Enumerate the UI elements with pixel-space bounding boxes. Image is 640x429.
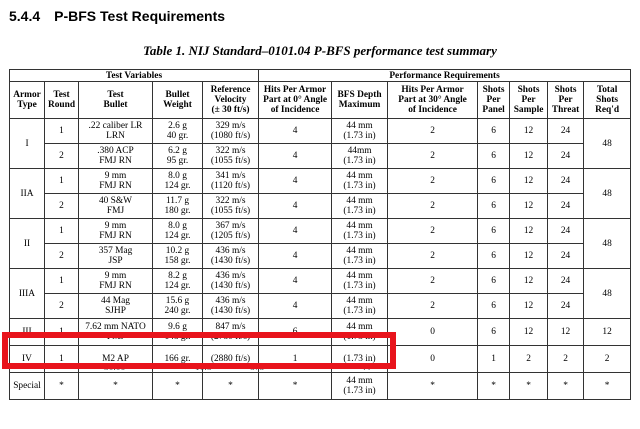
column-header-bfs-depth <box>332 82 388 119</box>
cell-line: Req'd <box>595 105 620 115</box>
bullet-weight-cell <box>153 244 203 269</box>
shots-per-panel-cell: 6 <box>478 219 510 244</box>
shots-per-panel-cell: 6 <box>478 269 510 294</box>
cell-line: Part at 0° Angle <box>263 95 327 105</box>
performance-requirements-header: Performance Requirements <box>259 70 631 82</box>
test-bullet-cell <box>79 373 153 400</box>
reference-velocity-cell <box>203 144 259 169</box>
cell-line: 2.6 g <box>168 121 187 131</box>
hits-30-cell: 2 <box>388 144 478 169</box>
cell-line: 322 m/s <box>215 196 246 206</box>
bfs-depth-cell <box>332 219 388 244</box>
test-round-cell: 1 <box>45 169 79 194</box>
hits-30-cell: 2 <box>388 169 478 194</box>
test-bullet-cell <box>79 144 153 169</box>
test-bullet-cell <box>79 269 153 294</box>
cell-line: 40 S&W <box>98 196 133 206</box>
shots-per-sample-cell: 12 <box>510 194 548 219</box>
cell-line: (1.73 in) <box>343 156 376 166</box>
test-round-cell: 1 <box>45 119 79 144</box>
bullet-weight-cell <box>153 169 203 194</box>
cell-line: Weight <box>163 100 192 110</box>
cell-line: 40 gr. <box>166 131 189 141</box>
column-header-armor-type <box>10 82 45 119</box>
test-round-cell: 1 <box>45 346 79 373</box>
column-header-test-round <box>45 82 79 119</box>
cell-line: 44 mm <box>346 221 373 231</box>
iv-velocity-partial: 878 <box>250 363 265 373</box>
cell-line: Per <box>558 95 573 105</box>
cell-line: Test <box>107 90 124 100</box>
hits-30-cell: 2 <box>388 269 478 294</box>
cell-line: 322 m/s <box>215 146 246 156</box>
cell-line: Type <box>17 100 37 110</box>
cell-line: LRN <box>106 131 125 141</box>
armor-type-cell: IV <box>10 346 45 373</box>
shots-per-threat-cell: * <box>548 373 584 400</box>
cell-line: .380 ACP <box>97 146 134 156</box>
cell-line: 44 mm <box>346 121 373 131</box>
hits-30-cell: 2 <box>388 244 478 269</box>
test-round-cell: * <box>45 373 79 400</box>
shots-per-sample-cell: 12 <box>510 294 548 319</box>
table-row <box>10 373 631 400</box>
table-body <box>10 119 631 400</box>
cell-line: (1.73 in) <box>343 206 376 216</box>
cell-line: 124 gr. <box>164 281 191 291</box>
cell-line: Shots <box>517 85 540 95</box>
bullet-weight-cell <box>153 319 203 346</box>
cell-line: JSP <box>108 256 123 266</box>
armor-type-cell: III <box>10 319 45 346</box>
cell-line: 158 gr. <box>164 256 191 266</box>
reference-velocity-cell <box>203 319 259 346</box>
cell-line: (1.73 in) <box>343 281 376 291</box>
bfs-depth-cell <box>332 119 388 144</box>
hits-0-cell: 1 <box>259 346 332 373</box>
shots-per-sample-cell: 12 <box>510 219 548 244</box>
bfs-depth-cell <box>332 269 388 294</box>
bfs-depth-cell <box>332 346 388 373</box>
column-header-test-bullet <box>79 82 153 119</box>
hits-0-cell: 4 <box>259 144 332 169</box>
test-bullet-cell <box>79 169 153 194</box>
reference-velocity-cell <box>203 169 259 194</box>
shots-per-threat-cell: 24 <box>548 194 584 219</box>
test-bullet-cell <box>79 319 153 346</box>
shots-per-threat-cell: 24 <box>548 244 584 269</box>
cell-line: (1.73 in) <box>343 231 376 241</box>
hits-0-cell: 4 <box>259 219 332 244</box>
cell-line: Threat <box>551 105 580 115</box>
hits-0-cell: * <box>259 373 332 400</box>
bullet-weight-cell <box>153 219 203 244</box>
performance-test-table <box>9 69 631 400</box>
shots-per-panel-cell: * <box>478 373 510 400</box>
test-bullet-cell <box>79 244 153 269</box>
cell-line: (1205 ft/s) <box>210 231 251 241</box>
shots-per-threat-cell: 24 <box>548 144 584 169</box>
shots-per-panel-cell: 6 <box>478 169 510 194</box>
section-number: 5.4.4 <box>9 8 41 24</box>
bullet-weight-cell <box>153 194 203 219</box>
table-row <box>10 169 631 194</box>
shots-per-sample-cell: * <box>510 373 548 400</box>
bfs-depth-cell <box>332 194 388 219</box>
cell-line: 15.6 g <box>165 296 190 306</box>
cell-line: FMJ RN <box>99 181 132 191</box>
cell-line: Panel <box>482 105 505 115</box>
cell-line: (1.73 in) <box>343 332 376 342</box>
bfs-depth-cell <box>332 169 388 194</box>
cell-line: 44 mm <box>346 246 373 256</box>
cell-line: 44 mm <box>346 171 373 181</box>
group-header-row <box>10 70 631 82</box>
cell-line: 44 mm <box>346 271 373 281</box>
cell-line: of Incidence <box>408 105 457 115</box>
cell-line: 9 mm <box>104 271 127 281</box>
cell-line: 436 m/s <box>215 271 246 281</box>
test-round-cell: 2 <box>45 294 79 319</box>
cell-line: Hits Per Armor <box>401 85 464 95</box>
cell-line: (1.73 in) <box>343 131 376 141</box>
column-header-total-shots <box>584 82 631 119</box>
column-header-bullet-weight <box>153 82 203 119</box>
test-round-cell: 2 <box>45 194 79 219</box>
total-shots-cell: 48 <box>584 169 631 219</box>
table-caption: Table 1. NIJ Standard–0101.04 P-BFS performance test summary <box>143 43 497 58</box>
armor-type-cell: II <box>10 219 45 269</box>
cell-line: * <box>175 381 180 391</box>
cell-line: 124 gr. <box>164 231 191 241</box>
cell-line: 8.2 g <box>168 271 187 281</box>
bfs-depth-cell <box>332 373 388 400</box>
bullet-weight-cell <box>153 144 203 169</box>
cell-line: 9 mm <box>104 221 127 231</box>
cell-line: Test <box>53 90 70 100</box>
cell-line: (1120 ft/s) <box>211 181 251 191</box>
cell-line: (1055 ft/s) <box>210 156 251 166</box>
cell-line: .22 caliber LR <box>88 121 143 131</box>
test-variables-header: Test Variables <box>10 70 259 82</box>
cell-line: (1.73 in) <box>343 306 376 316</box>
cell-line: of Incidence <box>270 105 320 115</box>
table-row <box>10 346 631 373</box>
bullet-weight-cell <box>153 119 203 144</box>
cell-line: Reference <box>210 85 251 95</box>
test-bullet-cell <box>79 219 153 244</box>
table-row <box>10 319 631 346</box>
total-shots-cell: 48 <box>584 219 631 269</box>
cell-line: (1430 ft/s) <box>210 306 251 316</box>
cell-line: 95 gr. <box>166 156 189 166</box>
hits-30-cell: 2 <box>388 119 478 144</box>
cell-line: 7.62 mm NATO <box>85 322 146 332</box>
shots-per-sample-cell: 12 <box>510 244 548 269</box>
total-shots-cell: 2 <box>584 346 631 373</box>
cell-line: 436 m/s <box>215 296 246 306</box>
cell-line: 44 mm <box>346 196 373 206</box>
cell-line: Hits Per Armor <box>263 85 327 95</box>
column-header-shots-per-sample <box>510 82 548 119</box>
table-row <box>10 119 631 144</box>
cell-line: 10.2 g <box>165 246 190 256</box>
bfs-depth-cell <box>332 244 388 269</box>
section-title: P-BFS Test Requirements <box>54 8 226 24</box>
cell-line: Total <box>596 85 618 95</box>
cell-line: Velocity <box>214 95 247 105</box>
cell-line: (1.73 in) <box>343 354 376 364</box>
column-header-shots-per-threat <box>548 82 584 119</box>
cell-line: Shots <box>482 85 505 95</box>
cell-line: 124 gr. <box>164 181 191 191</box>
reference-velocity-cell <box>203 269 259 294</box>
shots-per-sample-cell: 12 <box>510 319 548 346</box>
hits-0-cell: 4 <box>259 119 332 144</box>
armor-type-cell: IIA <box>10 169 45 219</box>
bfs-depth-cell <box>332 294 388 319</box>
shots-per-sample-cell: 12 <box>510 144 548 169</box>
total-shots-cell: * <box>584 373 631 400</box>
cell-line: 436 m/s <box>215 246 246 256</box>
bullet-weight-cell <box>153 294 203 319</box>
hits-30-cell: 2 <box>388 194 478 219</box>
cell-line: Sample <box>513 105 544 115</box>
cell-line: Maximum <box>338 100 381 110</box>
cell-line: (1055 ft/s) <box>210 206 251 216</box>
hits-30-cell: 2 <box>388 294 478 319</box>
cell-line: (2880 ft/s) <box>210 354 251 364</box>
shots-per-sample-cell: 2 <box>510 346 548 373</box>
shots-per-panel-cell: 6 <box>478 294 510 319</box>
total-shots-cell: 48 <box>584 269 631 319</box>
reference-velocity-cell <box>203 194 259 219</box>
cell-line: (2780 ft/s) <box>210 332 251 342</box>
cell-line: 847 m/s <box>215 322 246 332</box>
column-header-shots-per-panel <box>478 82 510 119</box>
cell-line: Per <box>521 95 536 105</box>
table-row <box>10 294 631 319</box>
cell-line: FMJ RN <box>99 156 132 166</box>
cell-line: (1.73 in) <box>343 181 376 191</box>
cell-line: 11.7 g <box>165 196 190 206</box>
cell-line: 367 m/s <box>215 221 246 231</box>
cell-line: Per <box>486 95 501 105</box>
armor-type-cell: I <box>10 119 45 169</box>
hits-0-cell: 4 <box>259 269 332 294</box>
cell-line: (1430 ft/s) <box>210 256 251 266</box>
table-row <box>10 219 631 244</box>
column-header-hits-30-angle <box>388 82 478 119</box>
cell-line: Armor <box>13 90 41 100</box>
total-shots-cell: 48 <box>584 119 631 169</box>
shots-per-threat-cell: 12 <box>548 319 584 346</box>
shots-per-panel-cell: 6 <box>478 144 510 169</box>
reference-velocity-cell <box>203 373 259 400</box>
cell-line: 341 m/s <box>215 171 246 181</box>
reference-velocity-cell <box>203 294 259 319</box>
test-bullet-cell <box>79 119 153 144</box>
cell-line: 166 gr. <box>164 354 191 364</box>
shots-per-threat-cell: 24 <box>548 269 584 294</box>
iv-bfs-partial: 44 <box>361 363 371 373</box>
cell-line: 180 gr. <box>164 206 191 216</box>
cell-line: Bullet <box>103 100 128 110</box>
hits-0-cell: 4 <box>259 169 332 194</box>
cell-line: (1.73 in) <box>343 256 376 266</box>
cell-line: 9.6 g <box>168 322 187 332</box>
reference-velocity-cell <box>203 244 259 269</box>
cell-line: 44 mm <box>346 296 373 306</box>
cell-line: Shots <box>596 95 619 105</box>
cell-line: FMJ <box>106 206 125 216</box>
column-header-hits-0-angle <box>259 82 332 119</box>
iv-bullet-partial: 30.06 <box>104 363 126 373</box>
shots-per-threat-cell: 24 <box>548 119 584 144</box>
cell-line: (± 30 ft/s) <box>211 105 250 115</box>
bullet-weight-cell <box>153 373 203 400</box>
cell-line: (1080 ft/s) <box>210 131 251 141</box>
hits-30-cell: 0 <box>388 319 478 346</box>
reference-velocity-cell <box>203 119 259 144</box>
hits-0-cell: 6 <box>259 319 332 346</box>
cell-line: * <box>113 381 118 391</box>
table-row <box>10 269 631 294</box>
cell-line: Part at 30° Angle <box>398 95 467 105</box>
hits-0-cell: 4 <box>259 244 332 269</box>
hits-30-cell: 2 <box>388 219 478 244</box>
test-round-cell: 1 <box>45 319 79 346</box>
hits-30-cell: 0 <box>388 346 478 373</box>
cell-line: Round <box>47 100 76 110</box>
cell-line: M2 AP <box>102 354 129 364</box>
test-round-cell: 2 <box>45 244 79 269</box>
cell-line: FMJ RN <box>99 231 132 241</box>
table-row <box>10 144 631 169</box>
shots-per-panel-cell: 6 <box>478 119 510 144</box>
test-bullet-cell <box>79 294 153 319</box>
cell-line: 44 Mag <box>101 296 130 306</box>
test-bullet-cell <box>79 194 153 219</box>
cell-line: FMJ RN <box>99 281 132 291</box>
total-shots-cell: 12 <box>584 319 631 346</box>
shots-per-panel-cell: 6 <box>478 194 510 219</box>
table-row <box>10 194 631 219</box>
cell-line: 44 mm <box>346 376 373 386</box>
shots-per-threat-cell: 24 <box>548 219 584 244</box>
cell-line: SJHP <box>105 306 126 316</box>
cell-line: 6.2 g <box>168 146 187 156</box>
hits-0-cell: 4 <box>259 194 332 219</box>
hits-0-cell: 4 <box>259 294 332 319</box>
iv-weight-partial: 10.8 <box>195 363 212 373</box>
cell-line: 148 gr. <box>164 332 191 342</box>
cell-line: 357 Mag <box>98 246 133 256</box>
shots-per-sample-cell: 12 <box>510 169 548 194</box>
shots-per-panel-cell: 6 <box>478 319 510 346</box>
cell-line: Shots <box>554 85 577 95</box>
test-round-cell: 1 <box>45 269 79 294</box>
shots-per-panel-cell: 1 <box>478 346 510 373</box>
cell-line: 240 gr. <box>164 306 191 316</box>
cell-line: 8.0 g <box>168 171 187 181</box>
table-row <box>10 244 631 269</box>
cell-line: 329 m/s <box>215 121 246 131</box>
cell-line: * <box>228 381 233 391</box>
cell-line: (1430 ft/s) <box>210 281 251 291</box>
bfs-depth-cell <box>332 144 388 169</box>
shots-per-threat-cell: 24 <box>548 169 584 194</box>
column-header-reference-velocity <box>203 82 259 119</box>
section-heading <box>9 8 225 24</box>
column-header-row <box>10 82 631 119</box>
cell-line: 44 mm <box>346 322 373 332</box>
hits-30-cell: * <box>388 373 478 400</box>
cell-line: 9 mm <box>104 171 127 181</box>
shots-per-sample-cell: 12 <box>510 119 548 144</box>
test-round-cell: 1 <box>45 219 79 244</box>
cell-line: BFS Depth <box>337 90 382 100</box>
shots-per-sample-cell: 12 <box>510 269 548 294</box>
test-round-cell: 2 <box>45 144 79 169</box>
reference-velocity-cell <box>203 219 259 244</box>
shots-per-threat-cell: 2 <box>548 346 584 373</box>
armor-type-cell: IIIA <box>10 269 45 319</box>
cell-line: 8.0 g <box>168 221 187 231</box>
cell-line: 44mm <box>347 146 372 156</box>
shots-per-threat-cell: 24 <box>548 294 584 319</box>
bullet-weight-cell <box>153 269 203 294</box>
cell-line: (1.73 in) <box>343 386 376 396</box>
shots-per-panel-cell: 6 <box>478 244 510 269</box>
cell-line: Bullet <box>165 90 190 100</box>
cell-line: FMJ <box>106 332 125 342</box>
armor-type-cell: Special <box>10 373 45 400</box>
bfs-depth-cell <box>332 319 388 346</box>
